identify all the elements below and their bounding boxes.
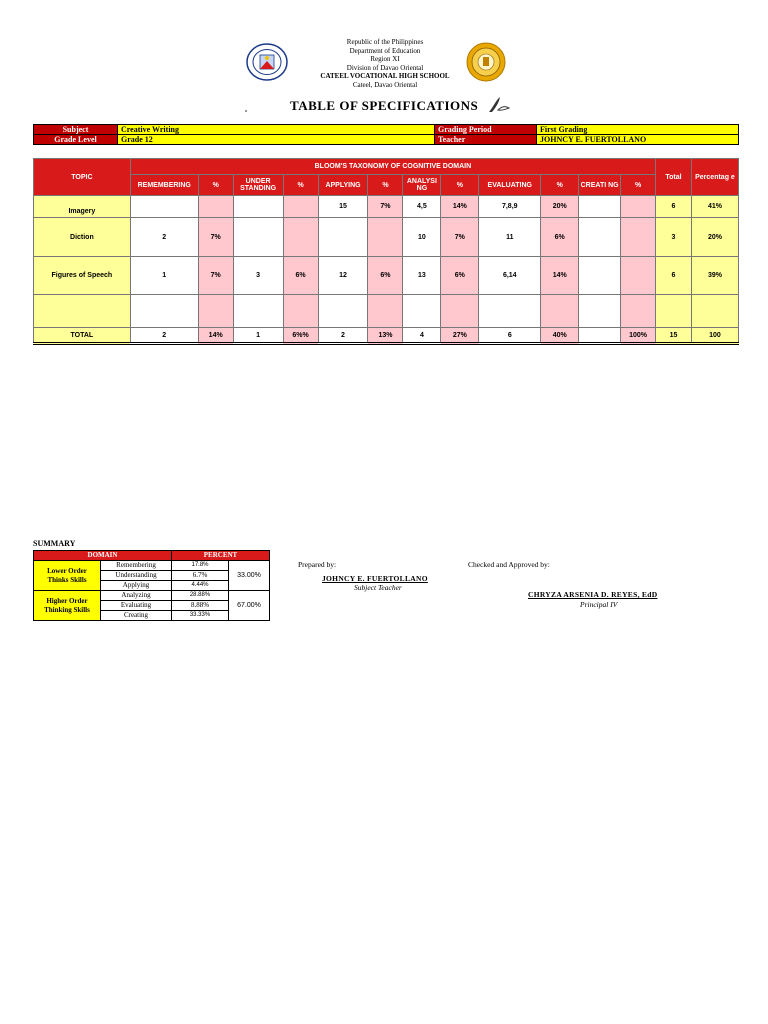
summary-domain: Creating (101, 611, 172, 621)
table-cell (368, 218, 403, 257)
summary-table (33, 550, 270, 621)
column-header: % (541, 175, 579, 196)
approved-label: Checked and Approved by: (468, 560, 550, 569)
table-cell: 6,14 (479, 257, 541, 295)
lower-total: 33.00% (229, 561, 270, 591)
row-total: 6 (656, 196, 692, 218)
higher-order-label: Higher Order Thinking Skills (34, 591, 101, 621)
domain-header: DOMAIN (34, 551, 172, 561)
table-cell (368, 295, 403, 328)
prepared-role: Subject Teacher (354, 583, 402, 592)
approved-name: CHRYZA ARSENIA D. REYES, EdD (528, 590, 658, 599)
table-cell (283, 218, 318, 257)
table-cell: 14% (441, 196, 479, 218)
grand-percent: 100 (691, 328, 738, 344)
total-cell: 4 (403, 328, 441, 344)
table-cell: 6% (283, 257, 318, 295)
summary-value: 33.33% (172, 611, 229, 621)
table-row (34, 257, 739, 295)
row-percent: 41% (691, 196, 738, 218)
column-header: EVALUATING (479, 175, 541, 196)
total-cell: 6%% (283, 328, 318, 344)
summary-value: 28.88% (172, 591, 229, 601)
table-cell (130, 295, 198, 328)
school-seal-icon (466, 42, 506, 82)
flourish-icon (486, 94, 512, 116)
table-row (34, 196, 739, 218)
summary-value: 4.44% (172, 581, 229, 591)
table-cell (233, 218, 283, 257)
table-cell (579, 218, 621, 257)
table-row (34, 295, 739, 328)
percent-header: PERCENT (172, 551, 270, 561)
table-cell (621, 257, 656, 295)
table-cell (233, 295, 283, 328)
table-cell: 13 (403, 257, 441, 295)
grade-value: Grade 12 (118, 135, 435, 145)
lower-order-label: Lower Order Thinks Skills (34, 561, 101, 591)
row-percent: 20% (691, 218, 738, 257)
school-header (300, 38, 470, 89)
table-cell: 7,8,9 (479, 196, 541, 218)
table-cell (579, 295, 621, 328)
stray-mark (245, 110, 247, 112)
table-cell (621, 218, 656, 257)
row-total: 6 (656, 257, 692, 295)
table-cell (233, 196, 283, 218)
total-cell: 40% (541, 328, 579, 344)
table-cell: 3 (233, 257, 283, 295)
total-cell: 14% (198, 328, 233, 344)
table-cell: 6% (541, 218, 579, 257)
topic-cell: Imagery (34, 196, 131, 218)
header-line: Region XI (370, 55, 400, 63)
grand-total: 15 (656, 328, 692, 344)
table-cell (318, 295, 368, 328)
higher-total: 67.00% (229, 591, 270, 621)
grading-label: Grading Period (435, 125, 537, 135)
column-header: APPLYING (318, 175, 368, 196)
table-cell (479, 295, 541, 328)
table-cell: 4,5 (403, 196, 441, 218)
deped-seal-icon (246, 43, 288, 81)
summary-domain: Remembering (101, 561, 172, 571)
table-cell: 1 (130, 257, 198, 295)
grade-label: Grade Level (34, 135, 118, 145)
summary-title: SUMMARY (33, 539, 76, 548)
total-cell: 2 (318, 328, 368, 344)
total-cell: 100% (621, 328, 656, 344)
school-name: CATEEL VOCATIONAL HIGH SCHOOL (320, 72, 450, 80)
table-cell: 2 (130, 218, 198, 257)
grading-value: First Grading (537, 125, 739, 135)
summary-domain: Applying (101, 581, 172, 591)
table-cell: 7% (198, 257, 233, 295)
blooms-header: BLOOM'S TAXONOMY OF COGNITIVE DOMAIN (130, 159, 655, 175)
teacher-value: JOHNCY E. FUERTOLLANO (537, 135, 739, 145)
summary-domain: Understanding (101, 571, 172, 581)
column-header: UNDER STANDING (233, 175, 283, 196)
table-cell (198, 295, 233, 328)
row-percent: 39% (691, 257, 738, 295)
table-cell: 7% (368, 196, 403, 218)
header-line: Division of Davao Oriental (346, 63, 424, 72)
total-cell: 6 (479, 328, 541, 344)
table-cell: 6% (368, 257, 403, 295)
column-header: % (198, 175, 233, 196)
topic-cell: Diction (34, 218, 131, 257)
table-cell (283, 295, 318, 328)
column-header: % (621, 175, 656, 196)
table-cell (621, 196, 656, 218)
summary-domain: Evaluating (101, 601, 172, 611)
topic-cell: Figures of Speech (34, 257, 131, 295)
row-percent (691, 295, 738, 328)
table-cell: 7% (441, 218, 479, 257)
header-line: Department of Education (349, 46, 421, 55)
column-header: % (283, 175, 318, 196)
column-header: REMEMBERING (130, 175, 198, 196)
header-line: Republic of the Philippines (346, 38, 424, 46)
teacher-label: Teacher (435, 135, 537, 145)
column-header: % (368, 175, 403, 196)
topic-cell (34, 295, 131, 328)
info-table (33, 124, 739, 145)
table-cell (541, 295, 579, 328)
page-title: TABLE OF SPECIFICATIONS (290, 98, 479, 113)
total-cell: 27% (441, 328, 479, 344)
total-cell: 2 (130, 328, 198, 344)
prepared-label: Prepared by: (298, 560, 337, 569)
column-header: % (441, 175, 479, 196)
table-cell: 7% (198, 218, 233, 257)
table-cell: 20% (541, 196, 579, 218)
total-header: Total (656, 159, 692, 196)
table-row (34, 218, 739, 257)
tos-table (33, 158, 739, 345)
total-label: TOTAL (34, 328, 131, 344)
table-cell: 14% (541, 257, 579, 295)
topic-header: TOPIC (34, 159, 131, 196)
table-cell: 10 (403, 218, 441, 257)
total-cell (579, 328, 621, 344)
total-cell: 1 (233, 328, 283, 344)
table-cell (579, 196, 621, 218)
table-cell (283, 196, 318, 218)
total-cell: 13% (368, 328, 403, 344)
table-cell (621, 295, 656, 328)
prepared-name: JOHNCY E. FUERTOLLANO (322, 574, 428, 583)
table-cell: 12 (318, 257, 368, 295)
table-cell: 11 (479, 218, 541, 257)
total-row (34, 328, 739, 344)
school-address: Cateel, Davao Oriental (352, 80, 418, 89)
summary-value: 8.88% (172, 601, 229, 611)
column-header: CREATI NG (579, 175, 621, 196)
table-cell (318, 218, 368, 257)
approved-role: Principal IV (580, 600, 618, 609)
subject-label: Subject (34, 125, 118, 135)
percentage-header: Percentag e (691, 159, 738, 196)
table-cell: 15 (318, 196, 368, 218)
row-total (656, 295, 692, 328)
summary-value: 17.8% (172, 561, 229, 571)
summary-value: 6.7% (172, 571, 229, 581)
table-cell: 6% (441, 257, 479, 295)
row-total: 3 (656, 218, 692, 257)
summary-domain: Analyzing (101, 591, 172, 601)
table-cell (441, 295, 479, 328)
table-cell (130, 196, 198, 218)
column-header: ANALYSI NG (403, 175, 441, 196)
table-cell (403, 295, 441, 328)
table-cell (579, 257, 621, 295)
subject-value: Creative Writing (118, 125, 435, 135)
table-cell (198, 196, 233, 218)
